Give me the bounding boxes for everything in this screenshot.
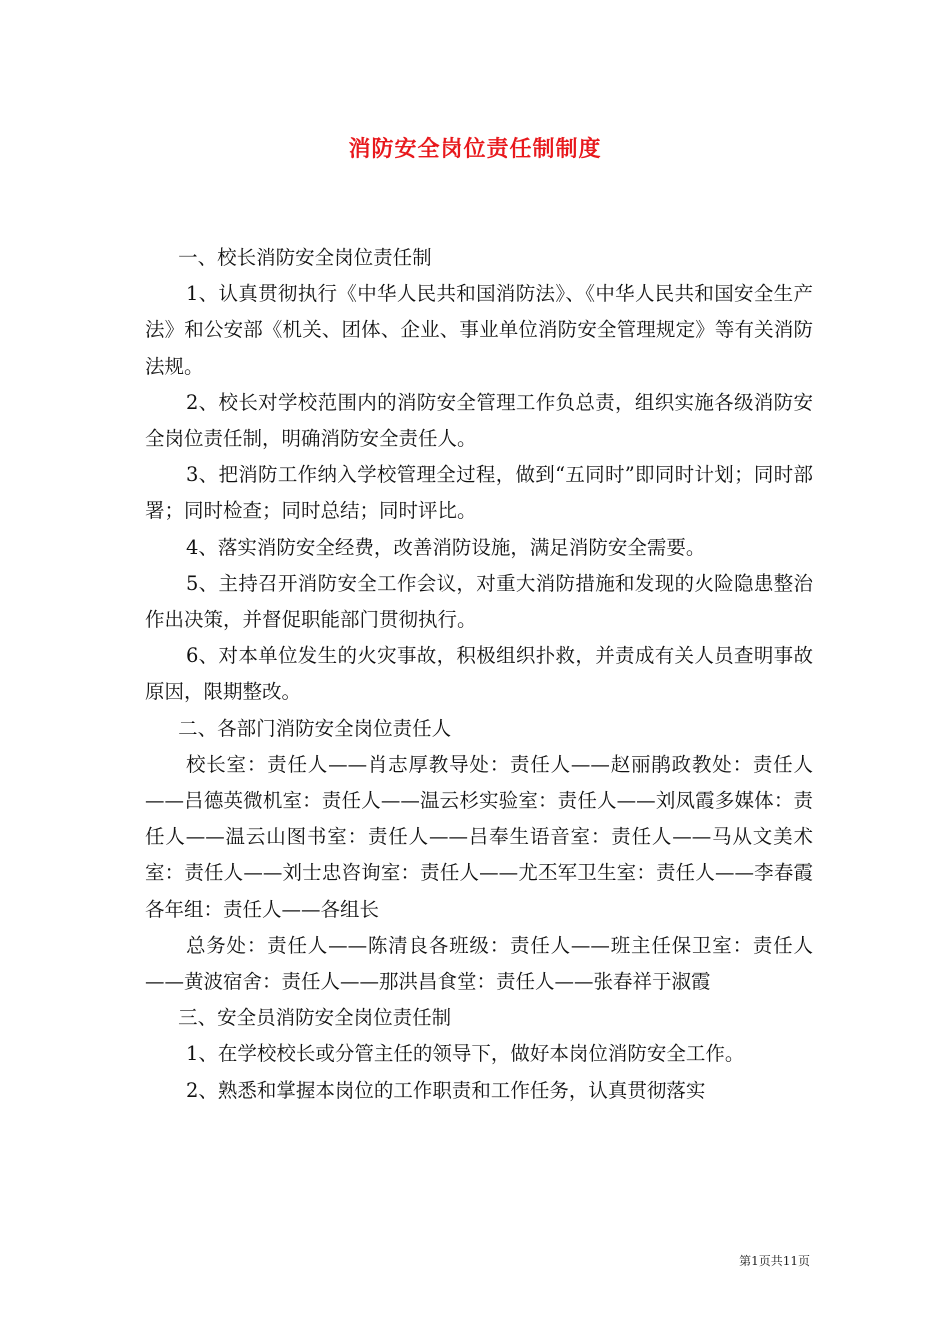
body-paragraph: 1、认真贯彻执行《中华人民共和国消防法》、《中华人民共和国安全生产法》和公安部《机关、团体、企业、事业单位消防安全管理规定》等有关消防法规。 — [145, 282, 813, 378]
document-body — [145, 240, 813, 1109]
section-heading: 三、安全员消防安全岗位责任制 — [178, 1006, 452, 1030]
body-paragraph: 3、把消防工作纳入学校管理全过程，做到“五同时”即同时计划；同时部署；同时检查；同时总结；同时评比。 — [145, 463, 813, 523]
body-paragraph: 1、在学校校长或分管主任的领导下，做好本岗位消防安全工作。 — [185, 1042, 745, 1066]
body-paragraph: 2、校长对学校范围内的消防安全管理工作负总责，组织实施各级消防安全岗位责任制，明确消防安全责任人。 — [145, 390, 813, 451]
body-paragraph: 6、对本单位发生的火灾事故，积极组织扑救，并责成有关人员查明事故原因，限期整改。 — [145, 644, 813, 704]
section-heading: 二、各部门消防安全岗位责任人 — [178, 716, 452, 740]
body-paragraph: 总务处：责任人——陈清良各班级：责任人——班主任保卫室：责任人——黄波宿舍：责任人——那洪昌食堂：责任人——张春祥于淑霞 — [145, 933, 813, 994]
section-heading: 一、校长消防安全岗位责任制 — [178, 246, 432, 269]
body-paragraph: 5、主持召开消防安全工作会议，对重大消防措施和发现的火险隐患整治作出决策，并督促职能部门贯彻执行。 — [145, 571, 813, 632]
body-paragraph: 校长室：责任人——肖志厚教导处：责任人——赵丽鹃政教处：责任人——吕德英微机室：责任人——温云杉实验室：责任人——刘凤霞多媒体：责任人——温云山图书室：责任人——吕奉生语音室：责任人——马从文美术室：责任人——刘士忠咨询室：责任人——尤丕军卫生室：责任人——李春霞各年组：责任人——各组长 — [145, 752, 813, 921]
body-paragraph: 2、熟悉和掌握本岗位的工作职责和工作任务，认真贯彻落实 — [185, 1078, 706, 1102]
body-paragraph: 4、落实消防安全经费，改善消防设施，满足消防安全需要。 — [185, 535, 706, 559]
page-number: 第1页共11页 — [739, 1254, 810, 1268]
document-title: 消防安全岗位责任制制度 — [348, 136, 602, 162]
